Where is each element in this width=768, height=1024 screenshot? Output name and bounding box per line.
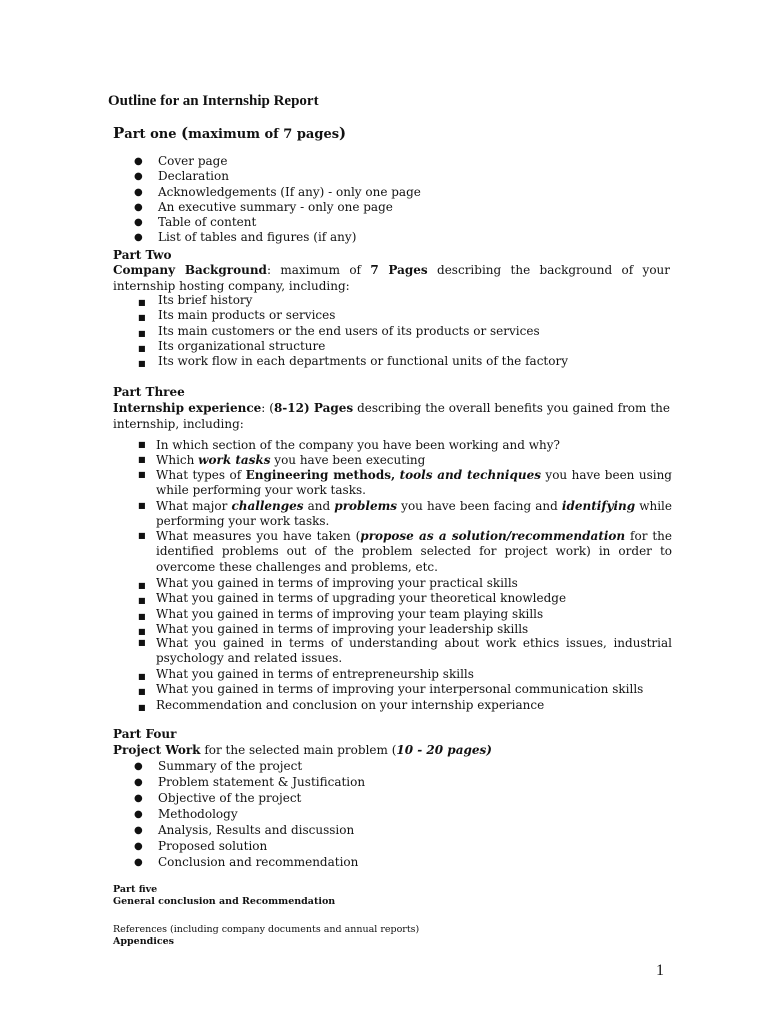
part-one-heading-rest: art one	[124, 127, 182, 142]
document-page: Outline for an Internship Report Part one (maximum of 7 pages) ● Cover page ● Declaration ● Acknowledgements (If any) - only one page ● An executive summary - only one page ● Table of content ● List of tables and figures (if any) Part Two Company Background: maximum of 7 Pages describing the background of your internship hosting company, including: ■ Its brief history ■ Its main products or services ■ Its main customers or the end users of its products or services ■ Its organizational structure ■ Its work flow in each departments or functional units of the factory Part Three Internship experience: (8-12) Pages describing the overall benefits you gained from the internship, including: ■ In which section of the company you have been working and why? ■ Which work tasks you have been executing ■ What types of Engineering methods, tools and techniques you have been using while performing your work tasks. ■ What major challenges and problems you have been facing and identifying while performing your work tasks. ■ What measures you have taken (propose as a solution/recommendation for the identified problems out of the problem selected for project work) in order to overcome these challenges and problems, etc. ■ What you gained in terms of improving your practical skills ■ What you gained in terms of upgrading your theoretical knowledge ■ What you gained in terms of improving your team playing skills ■ What you gained in terms of improving your leadership skills ■ What you gained in terms of understanding about work ethics issues, industrial psychology and related issues. ■ What you gained in terms of entrepreneurship skills ■ What you gained in terms of improving your interpersonal communication skills ■ Recommendation and conclusion on your internship experiance Part Four Project Work for the selected main problem (10 - 20 pages) ● Summary of the project ● Problem statement & Justification ● Objective of the project ● Methodology ● Analysis, Results and discussion ● Proposed solution ● Conclusion and recommendation Part five General conclusion and Recommendation References (including company documents and annual reports) Appendices 1	[108, 93, 673, 979]
part-four-heading: Part Four	[113, 727, 177, 741]
page-number: 1	[656, 962, 664, 979]
part-two-intro: Company Background: maximum of 7 Pages describing the background of your internship hosting company, including:	[113, 263, 671, 293]
part-three-intro: Internship experience: (8-12) Pages describing the overall benefits you gained from the internship, including:	[113, 401, 670, 431]
list-item: What measures you have taken (propose as a solution/recommendation for the identified problems out of the problem selected for project work) in order to overcome these challenges and problems, etc.	[156, 529, 672, 574]
bullet-square-icon: ■	[138, 440, 146, 449]
bullet-square-icon: ■	[138, 455, 146, 464]
list-item: What you gained in terms of understanding about work ethics issues, industrial psychology and related issues.	[156, 636, 672, 666]
part-five-line: General conclusion and Recommendation	[113, 896, 336, 907]
part-two-heading: Part Two	[113, 248, 172, 262]
part-five-heading: Part five	[113, 884, 158, 895]
list-item: In which section of the company you have been working and why?	[156, 438, 560, 452]
bullet-square-icon: ■	[138, 638, 146, 647]
appendices-line: Appendices	[113, 936, 175, 947]
list-item: What types of Engineering methods, tools and techniques you have been using while performing your work tasks.	[156, 468, 672, 498]
list-item: What major challenges and problems you have been facing and identifying while performing your work tasks.	[156, 499, 673, 529]
part-one-heading-detail: maximum of 7 pages	[188, 127, 340, 142]
part-four-intro: Project Work for the selected main problem (10 - 20 pages)	[113, 743, 492, 757]
part-one-heading: Part one (maximum of 7 pages)	[113, 124, 347, 142]
list-item: Which work tasks you have been executing	[156, 453, 426, 467]
document-title: Outline for an Internship Report	[108, 93, 319, 109]
part-one-heading-initial: P	[113, 124, 125, 142]
part-three-heading: Part Three	[113, 385, 185, 399]
references-line: References (including company documents and annual reports)	[113, 924, 420, 935]
bullet-square-icon: ■	[138, 470, 146, 479]
bullet-square-icon: ■	[138, 531, 146, 540]
bullet-square-icon: ■	[138, 501, 146, 510]
